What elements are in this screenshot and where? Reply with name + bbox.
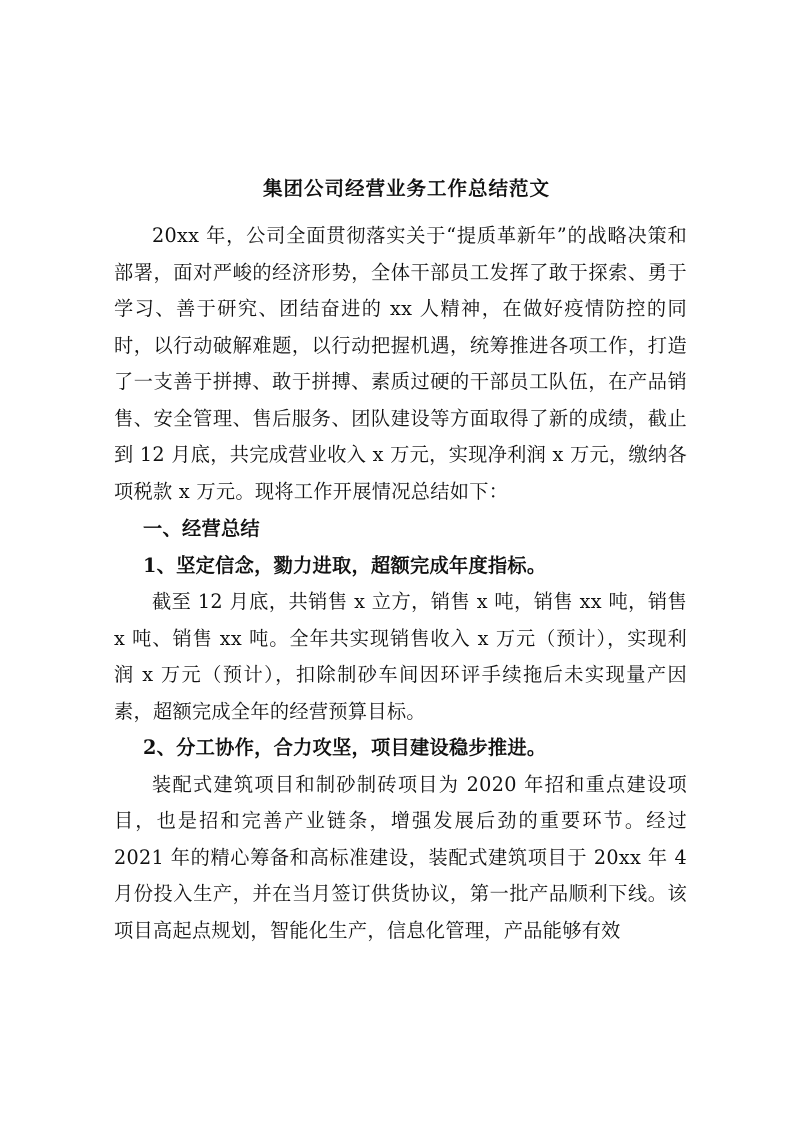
- section-heading-operations-summary: 一、经营总结: [143, 517, 260, 540]
- subsection-heading-2: 2、分工协作，合力攻坚，项目建设稳步推进。: [143, 736, 547, 759]
- subsection-heading-1: 1、坚定信念，勠力进取，超额完成年度指标。: [143, 553, 547, 577]
- subsection-1-paragraph: 截至 12 月底，共销售 x 立方，销售 x 吨，销售 xx 吨，销售 x 吨、销售 xx 吨。全年共实现销售收入 x 万元（预计），实现利润 x 万元（预计），扣除制砂车间因环评手续拖后未实现量产因素，超额完成全年的经营预算目标。: [114, 590, 687, 723]
- document-title: 集团公司经营业务工作总结范文: [262, 177, 550, 200]
- intro-paragraph: 20xx 年，公司全面贯彻落实关于“提质革新年”的战略决策和部署，面对严峻的经济形势，全体干部员工发挥了敢于探索、勇于学习、善于研究、团结奋进的 xx 人精神，在做好疫情防控的同时，以行动破解难题，以行动把握机遇，统筹推进各项工作，打造了一支善于拼搏、敢于拼搏、素质过硬的干部员工队伍，在产品销售、安全管理、售后服务、团队建设等方面取得了新的成绩，截止到 12 月底，共完成营业收入 x 万元，实现净利润 x 万元，缴纳各项税款 x 万元。现将工作开展情况总结如下：: [114, 224, 687, 503]
- document-body: [114, 172, 687, 949]
- subsection-2-paragraph: 装配式建筑项目和制砂制砖项目为 2020 年招和重点建设项目，也是招和完善产业链条，增强发展后劲的重要环节。经过 2021 年的精心筹备和高标准建设，装配式建筑项目于 20xx 年 4 月份投入生产，并在当月签订供货协议，第一批产品顺利下线。该项目高起点规划，智能化生产，信息化管理，产品能够有效: [114, 772, 687, 942]
